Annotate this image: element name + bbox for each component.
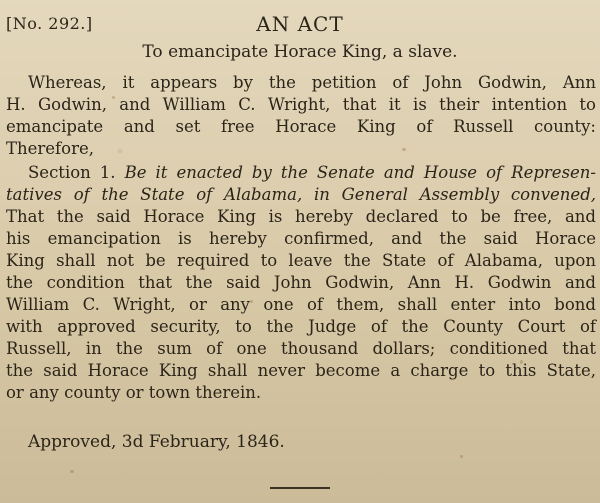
section-line: Russell, in the sum of one thousand dollars; conditioned that	[6, 339, 596, 358]
section-line: That the said Horace King is hereby declared to be free, and	[6, 207, 596, 226]
section-line: his emancipation is hereby confirmed, and the said Horace	[6, 229, 596, 248]
section-line: the said Horace King shall never become a charge to this State,	[6, 361, 596, 380]
act-number: [No. 292.]	[6, 14, 93, 33]
approval-date: Approved, 3d February, 1846.	[28, 432, 285, 452]
closing-rule	[270, 487, 330, 489]
preamble-line: Therefore,	[6, 139, 94, 158]
act-title: AN ACT	[256, 12, 344, 36]
section-line: or any county or town therein.	[6, 383, 262, 402]
section-line: the condition that the said John Godwin, Ann H. Godwin and	[6, 273, 596, 292]
preamble-line: H. Godwin, and William C. Wright, that it is their intention to	[6, 95, 596, 114]
section-line: William C. Wright, or any one of them, shall enter into bond	[6, 295, 596, 314]
section-line: with approved security, to the Judge of the County Court of	[6, 317, 596, 336]
enacting-text: Be it enacted by the Senate and House of Represen-	[124, 163, 596, 182]
preamble-line: emancipate and set free Horace King of Russell county:	[6, 117, 596, 136]
enacting-text: tatives of the State of Alabama, in General Assembly convened,	[6, 185, 596, 204]
section-enacting-clause	[28, 163, 596, 182]
section-line: King shall not be required to leave the State of Alabama, upon	[6, 251, 596, 270]
act-subtitle: To emancipate Horace King, a slave.	[142, 42, 458, 62]
paper-speck	[460, 455, 463, 458]
preamble-line: Whereas, it appears by the petition of John Godwin, Ann	[28, 73, 596, 92]
section-label: Section 1.	[28, 163, 116, 182]
paper-speck	[70, 470, 74, 473]
